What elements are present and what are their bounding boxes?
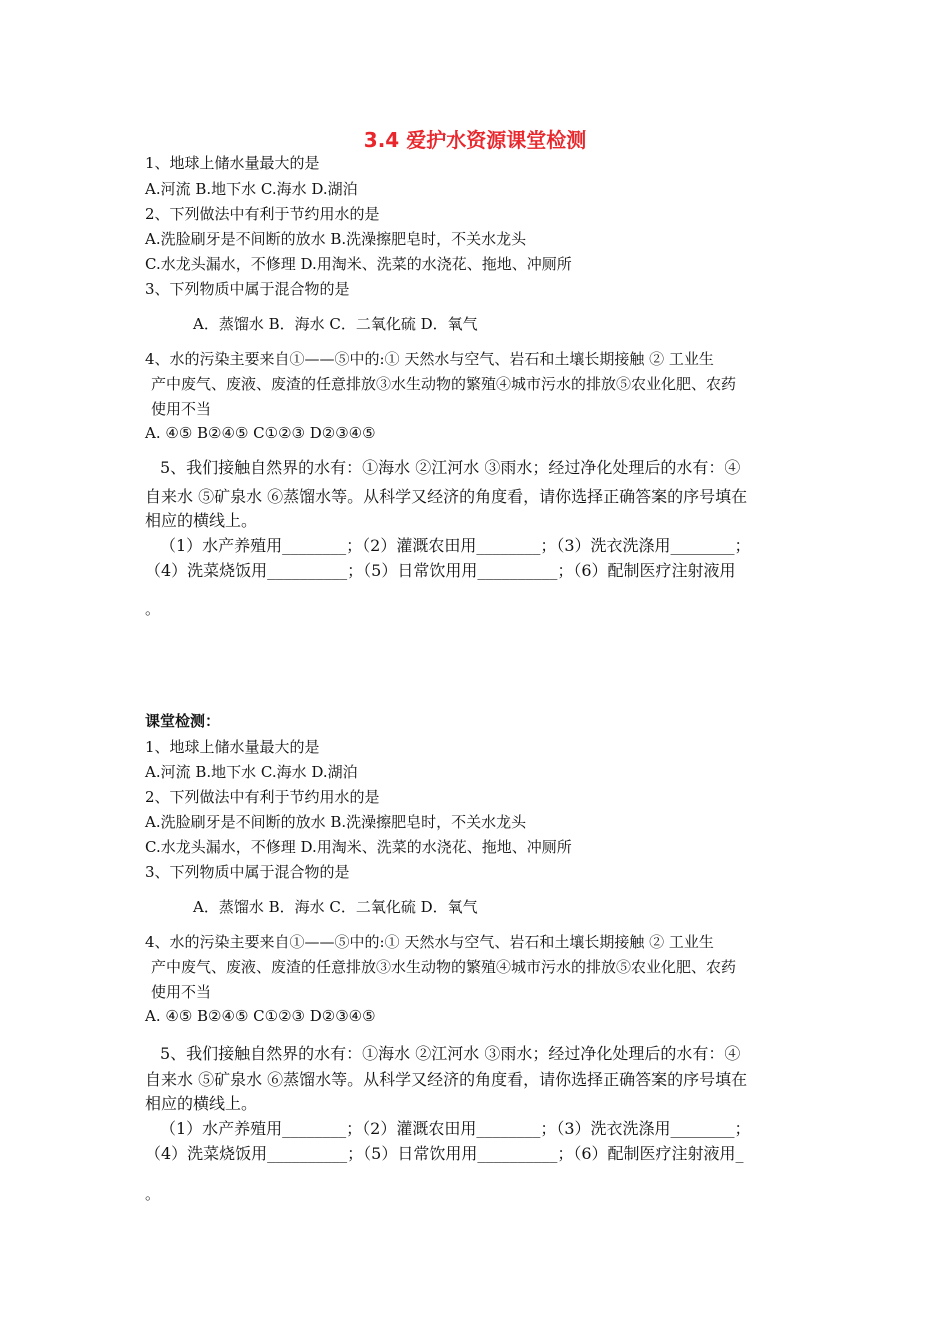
- p1-q3: 3、下列物质中属于混合物的是: [145, 280, 350, 298]
- p2-q4-line3: 使用不当: [151, 983, 212, 1001]
- p1-q5-line5: （4）洗菜烧饭用__________；（5）日常饮用用__________；（6）配制医疗注射液用: [145, 561, 736, 580]
- p1-q5-line1: 5、我们接触自然界的水有：①海水 ②江河水 ③雨水；经过净化处理后的水有：④: [160, 458, 741, 477]
- p2-q5-line5: （4）洗菜烧饭用__________；（5）日常饮用用__________；（6）配制医疗注射液用_: [145, 1144, 744, 1163]
- p1-q2-options-ab: A.洗脸刷牙是不间断的放水 B.洗澡擦肥皂时，不关水龙头: [145, 230, 527, 248]
- p1-q4-line2: 产中废气、废液、废渣的任意排放③水生动物的繁殖④城市污水的排放⑤农业化肥、农药: [151, 375, 737, 393]
- p2-q5-end: 。: [145, 1185, 161, 1203]
- p1-q2: 2、下列做法中有利于节约用水的是: [145, 205, 380, 223]
- p2-q2: 2、下列做法中有利于节约用水的是: [145, 788, 380, 806]
- p2-q2-options-cd: C.水龙头漏水，不修理 D.用淘米、洗菜的水浇花、拖地、冲厕所: [145, 838, 572, 856]
- p2-q5-line3: 相应的横线上。: [145, 1094, 258, 1113]
- p1-q5-line4: （1）水产养殖用________；（2）灌溉农田用________；（3）洗衣洗涤用________；: [160, 536, 751, 555]
- page-title: 3.4 爱护水资源课堂检测: [363, 128, 587, 152]
- p1-q1-options: A.河流 B.地下水 C.海水 D.湖泊: [145, 180, 358, 198]
- section-heading: 课堂检测：: [145, 712, 221, 730]
- p2-q3: 3、下列物质中属于混合物的是: [145, 863, 350, 881]
- p1-q3-options: A．蒸馏水 B．海水 C．二氧化硫 D．氧气: [193, 315, 478, 333]
- p2-q4-line1: 4、水的污染主要来自①——⑤中的:① 天然水与空气、岩石和土壤长期接触 ② 工业生: [145, 933, 714, 951]
- p2-q5-line2: 自来水 ⑤矿泉水 ⑥蒸馏水等。从科学又经济的角度看，请你选择正确答案的序号填在: [145, 1070, 748, 1089]
- p1-q5-line3: 相应的横线上。: [145, 511, 258, 530]
- p1-q4-line1: 4、水的污染主要来自①——⑤中的:① 天然水与空气、岩石和土壤长期接触 ② 工业生: [145, 350, 714, 368]
- p1-q5-line2: 自来水 ⑤矿泉水 ⑥蒸馏水等。从科学又经济的角度看，请你选择正确答案的序号填在: [145, 487, 748, 506]
- p2-q4-line2: 产中废气、废液、废渣的任意排放③水生动物的繁殖④城市污水的排放⑤农业化肥、农药: [151, 958, 737, 976]
- p2-q3-options: A．蒸馏水 B．海水 C．二氧化硫 D．氧气: [193, 898, 478, 916]
- p2-q4-options: A. ④⑤ B②④⑤ C①②③ D②③④⑤: [145, 1007, 376, 1025]
- p2-q5-line1: 5、我们接触自然界的水有：①海水 ②江河水 ③雨水；经过净化处理后的水有：④: [160, 1044, 741, 1063]
- p1-q4-line3: 使用不当: [151, 400, 212, 418]
- p2-q1-options: A.河流 B.地下水 C.海水 D.湖泊: [145, 763, 358, 781]
- p2-q2-options-ab: A.洗脸刷牙是不间断的放水 B.洗澡擦肥皂时，不关水龙头: [145, 813, 527, 831]
- p2-q5-line4: （1）水产养殖用________；（2）灌溉农田用________；（3）洗衣洗涤用________；: [160, 1119, 751, 1138]
- p1-q4-options: A. ④⑤ B②④⑤ C①②③ D②③④⑤: [145, 424, 376, 442]
- p1-q1: 1、地球上储水量最大的是: [145, 154, 320, 172]
- p1-q5-end: 。: [145, 600, 161, 618]
- p2-q1: 1、地球上储水量最大的是: [145, 738, 320, 756]
- p1-q2-options-cd: C.水龙头漏水，不修理 D.用淘米、洗菜的水浇花、拖地、冲厕所: [145, 255, 572, 273]
